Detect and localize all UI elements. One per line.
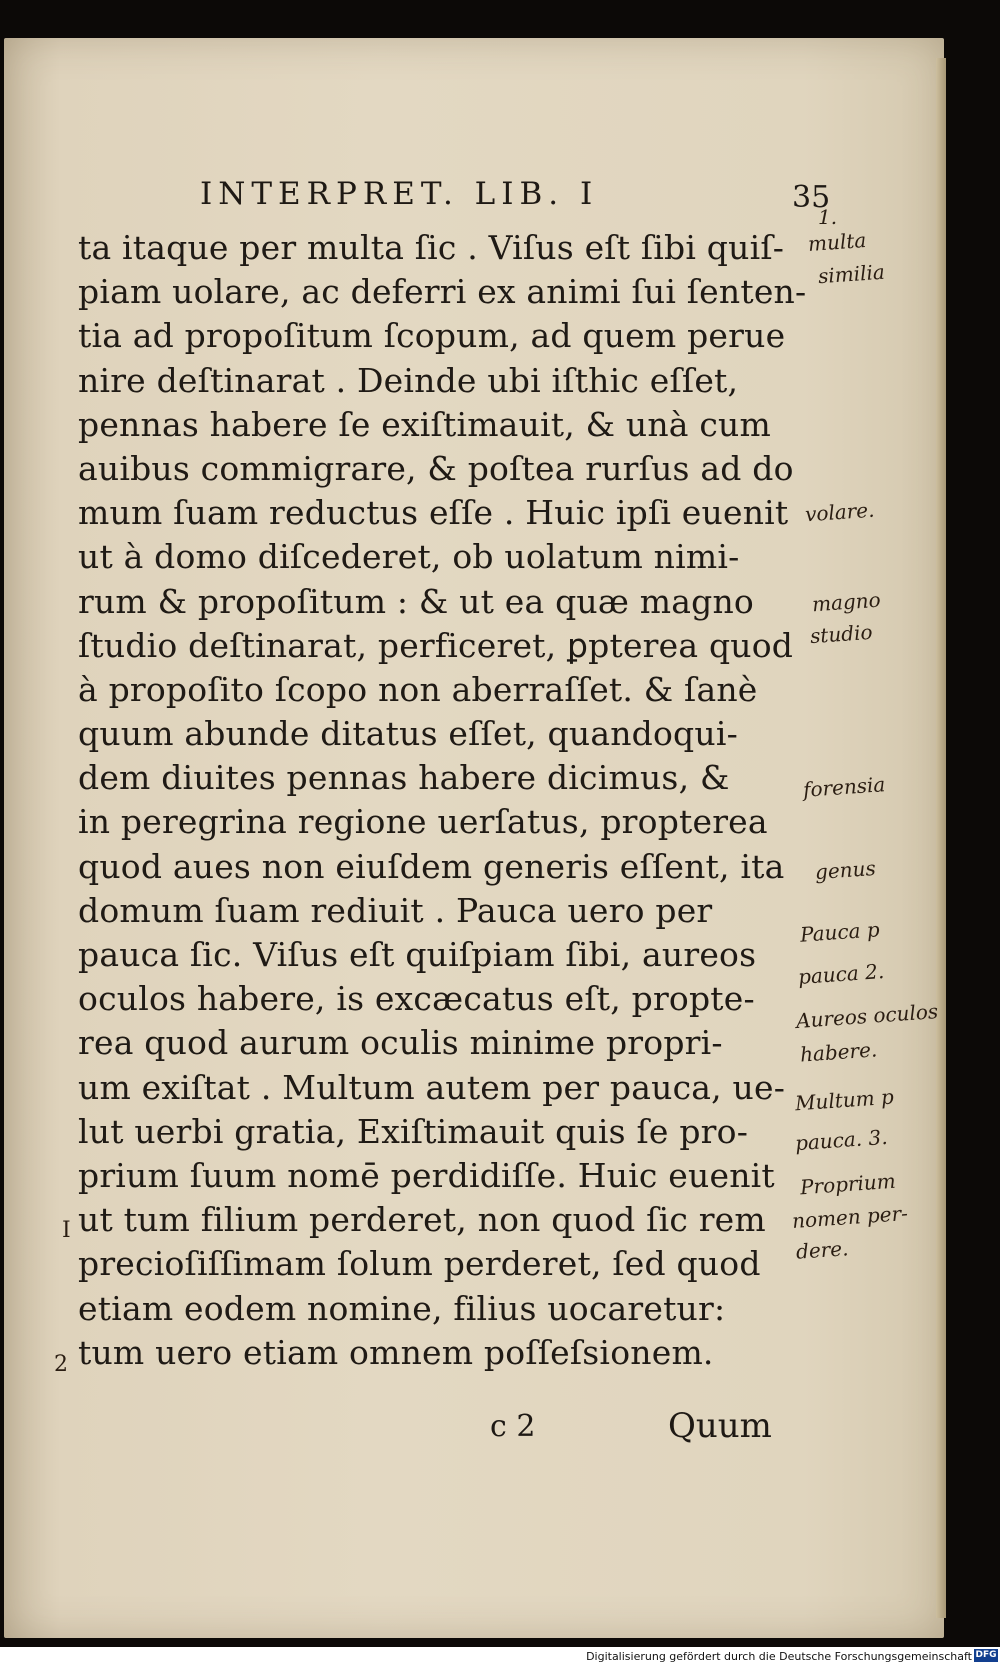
text-line: tum uero etiam omnem poſſeſsionem. (78, 1332, 714, 1372)
text-line: ut à domo diſcederet, ob uolatum nimi- (78, 537, 740, 577)
body-text (78, 226, 808, 1375)
marginal-note: Proprium (799, 1168, 897, 1200)
catchword: Quum (668, 1406, 772, 1446)
folio-number: 35 (792, 180, 831, 215)
text-line: etiam eodem nomine, filius uocaretur: (78, 1288, 726, 1328)
text-line: precioſiſſimam ſolum perderet, ſed quod (78, 1244, 761, 1284)
marginal-note: Multum p (794, 1084, 895, 1116)
text-line: quum abunde ditatus eſſet, quandoqui- (78, 714, 738, 754)
left-margin-mark: I (62, 1218, 71, 1243)
marginal-note: pauca 2. (797, 959, 885, 989)
text-line: lut uerbi gratia, Exiſtimauit quis ſe pro- (78, 1111, 749, 1151)
marginal-note: similia (817, 259, 886, 289)
marginal-note: volare. (804, 497, 876, 527)
text-line: mum ſuam reductus eſſe . Huic ipſi euenit (78, 493, 789, 533)
text-line: rum & propoſitum : & ut ea quæ magno (78, 581, 754, 621)
text-line: rea quod aurum oculis minime propri- (78, 1023, 723, 1063)
page-edge (936, 58, 946, 1618)
marginal-note: forensia (802, 772, 887, 802)
text-line: pennas habere ſe exiſtimauit, & unà cum (78, 404, 771, 444)
left-margin-mark: 2 (54, 1352, 68, 1377)
text-line: ſtudio deſtinarat, perficeret, ꝑpterea quod (78, 625, 794, 665)
text-line: dem diuites pennas habere dicimus, & (78, 758, 730, 798)
text-line: quod aues non eiuſdem generis eſſent, ita (78, 846, 785, 886)
dfg-logo: DFG (975, 1650, 997, 1660)
marginal-note: pauca. 3. (794, 1124, 889, 1156)
marginal-note: habere. (799, 1037, 878, 1067)
text-line: piam uolare, ac deferri ex animi ſui ſenten- (78, 272, 807, 312)
text-line: ta itaque per multa ſic . Viſus eſt ſibi quiſ- (78, 228, 785, 267)
text-line: auibus commigrare, & poſtea rurſus ad do (78, 448, 794, 488)
text-line: oculos habere, is excæcatus eſt, propte- (78, 979, 755, 1019)
folio-annotation: 1. (818, 205, 838, 229)
running-header: INTERPRET. LIB. I (200, 176, 599, 212)
marginal-note: Aureos oculos (795, 999, 939, 1033)
marginal-note: dere. (795, 1236, 850, 1264)
text-line: pauca ſic. Viſus eſt quiſpiam ſibi, aureos (78, 935, 757, 974)
funding-credit: Digitalisierung gefördert durch die Deutsche Forschungsgemeinschaft (586, 1650, 972, 1663)
marginal-note: Pauca p (799, 917, 881, 947)
marginal-note: studio (809, 619, 874, 649)
text-line: in peregrina regione uerſatus, propterea (78, 802, 768, 842)
text-line: domum ſuam rediuit . Pauca uero per (78, 890, 713, 930)
text-line: prium ſuum nomē perdidiſſe. Huic euenit (78, 1155, 775, 1195)
marginal-note: magno (811, 587, 882, 617)
text-line: um exiſtat . Multum autem per pauca, ue- (78, 1067, 786, 1107)
signature-mark: c 2 (490, 1409, 536, 1444)
text-line: ut tum filium perderet, non quod ſic rem (78, 1200, 766, 1240)
text-line: tia ad propoſitum ſcopum, ad quem perue (78, 316, 786, 356)
marginal-note: nomen per- (791, 1200, 909, 1234)
marginal-note: genus (814, 855, 877, 885)
text-line: nire deſtinarat . Deinde ubi iſthic eſſet, (78, 360, 739, 400)
marginal-note: multa (807, 227, 867, 257)
text-line: à propoſito ſcopo non aberraſſet. & ſanè (78, 669, 758, 709)
